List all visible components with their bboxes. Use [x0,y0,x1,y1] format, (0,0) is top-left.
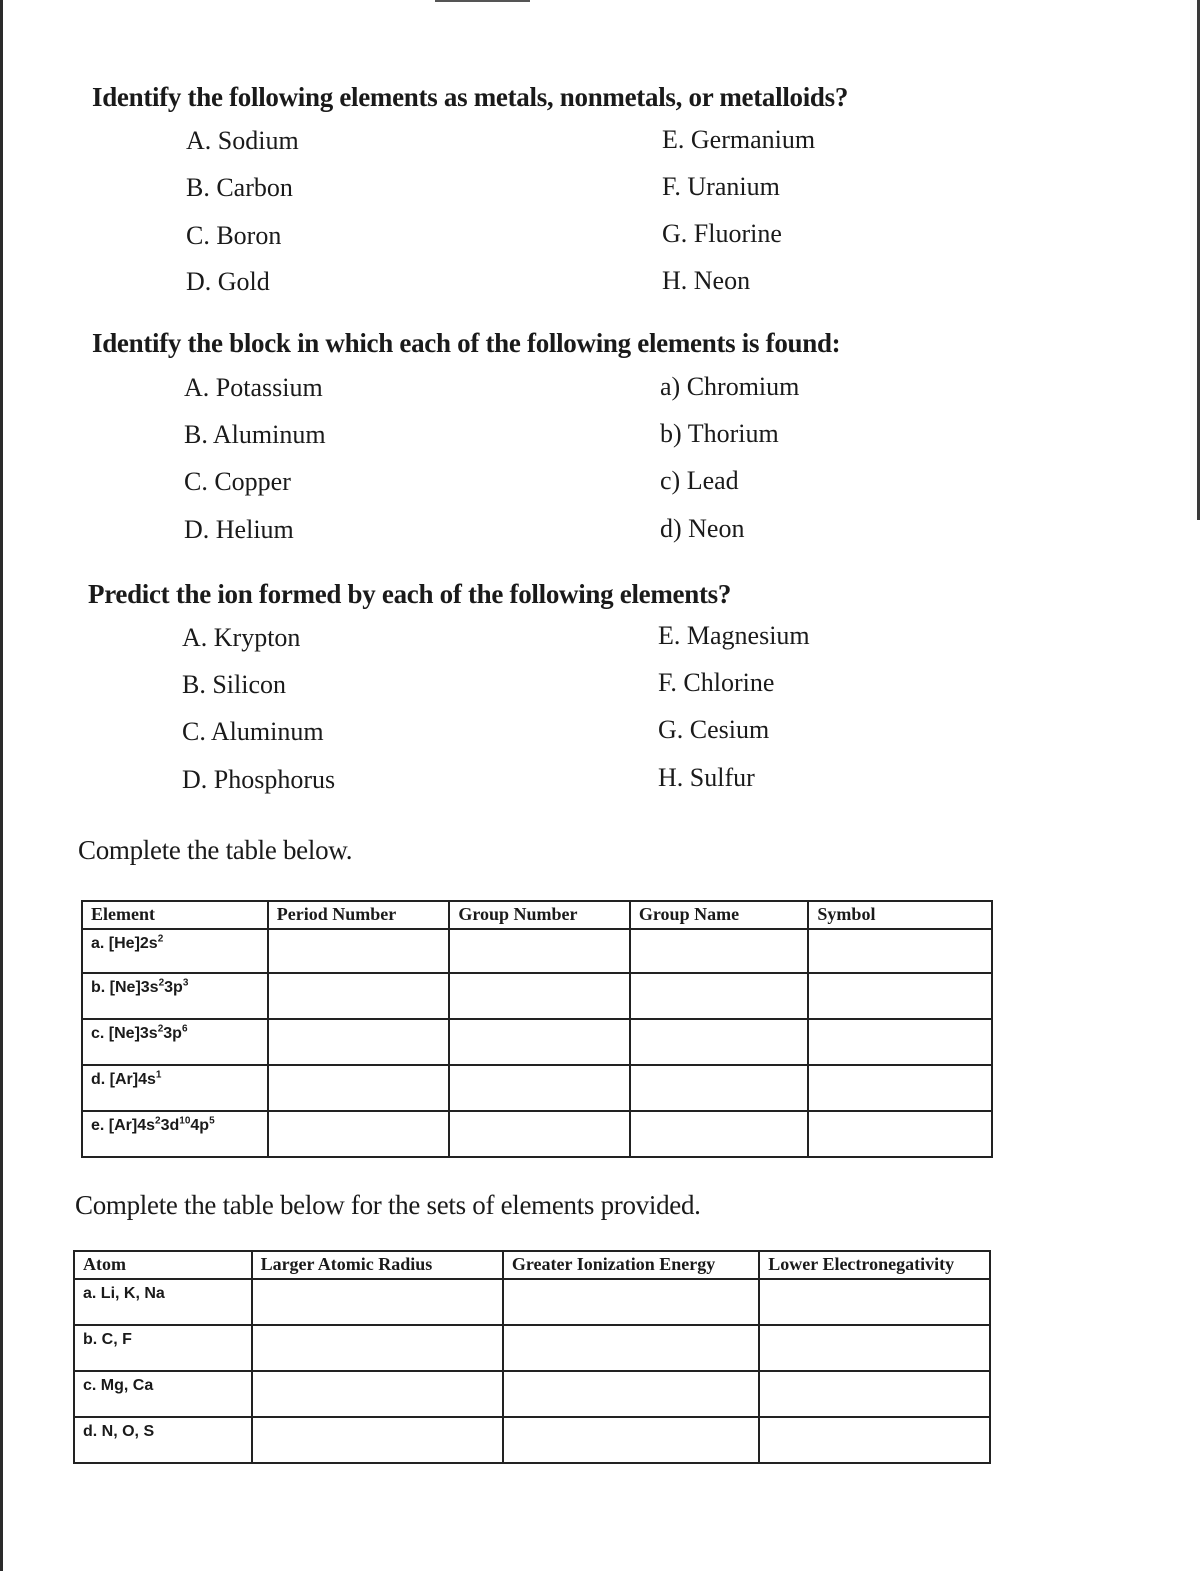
atom-set-cell [74,1325,252,1371]
section2-heading: Identify the block in which each of the following elements is found: [92,328,841,358]
electron-config [91,1117,215,1134]
ionization-energy-cell[interactable] [503,1371,759,1417]
group-name-cell[interactable] [630,929,809,973]
config-superscript: 2 [158,977,165,989]
s3-item-e: E. Magnesium [658,621,810,650]
s3-item-f: F. Chlorine [658,668,775,697]
s2-item-a2: a) Chromium [660,372,800,401]
atomic-radius-cell[interactable] [252,1371,503,1417]
atom-set-cell [74,1417,252,1463]
electron-config-cell [82,973,268,1019]
config-prefix: d. [Ar]4s [91,1071,156,1088]
table-row [82,929,992,973]
col-element: Element [82,901,268,929]
s2-item-c: C. Copper [184,467,291,496]
atom-set: a. Li, K, Na [83,1285,165,1302]
config-superscript: 5 [209,1115,215,1127]
electron-config-cell [82,929,268,973]
atomic-radius-cell[interactable] [252,1279,503,1325]
s3-item-b: B. Silicon [182,670,287,699]
period-cell[interactable] [268,1019,450,1065]
electron-config [91,1071,161,1088]
symbol-cell[interactable] [808,929,992,973]
col-group-number: Group Number [449,901,630,929]
electron-config [91,1025,188,1042]
table-row [82,1065,992,1111]
table-row [74,1325,990,1371]
symbol-cell[interactable] [808,1019,992,1065]
config-prefix: a. [He]2s [91,935,158,952]
element-table-header [82,901,992,929]
s3-item-a: A. Krypton [182,623,301,652]
group-number-cell[interactable] [449,1065,630,1111]
s2-item-a: A. Potassium [184,373,323,402]
period-cell[interactable] [268,1065,450,1111]
config-orbital: 3p [164,979,183,996]
atomic-radius-cell[interactable] [252,1325,503,1371]
period-cell[interactable] [268,929,450,973]
atom-table-header [74,1251,990,1279]
table2-instruction: Complete the table below for the sets of elements provided. [75,1190,701,1220]
electron-config-cell [82,1019,268,1065]
s1-item-b: B. Carbon [186,173,293,202]
group-number-cell[interactable] [449,1111,630,1157]
table-row [74,1371,990,1417]
s2-item-b2: b) Thorium [660,419,779,448]
group-number-cell[interactable] [449,929,630,973]
table-row [74,1417,990,1463]
config-prefix: c. [Ne]3s [91,1025,158,1042]
ionization-energy-cell[interactable] [503,1325,759,1371]
group-name-cell[interactable] [630,1111,809,1157]
electronegativity-cell[interactable] [759,1325,990,1371]
col-symbol: Symbol [808,901,992,929]
section3-heading: Predict the ion formed by each of the following elements? [88,579,732,609]
group-name-cell[interactable] [630,1065,809,1111]
s1-item-a: A. Sodium [186,126,299,155]
config-superscript: 2 [157,933,164,945]
ionization-energy-cell[interactable] [503,1417,759,1463]
config-orbital: 4p [190,1117,210,1134]
section1-heading: Identify the following elements as metals, nonmetals, or metalloids? [92,82,849,112]
atom-set: d. N, O, S [83,1423,155,1440]
atom-set-cell [74,1371,252,1417]
config-orbital: 3d [160,1117,180,1134]
atomic-radius-cell[interactable] [252,1417,503,1463]
period-cell[interactable] [268,973,450,1019]
config-superscript: 3 [182,977,189,989]
table-row [82,1111,992,1157]
col-ionization-energy: Greater Ionization Energy [503,1251,759,1279]
s1-item-h: H. Neon [662,266,751,295]
col-electronegativity: Lower Electronegativity [759,1251,990,1279]
col-atomic-radius: Larger Atomic Radius [252,1251,503,1279]
s2-item-c2: c) Lead [660,466,739,495]
config-superscript: 1 [155,1069,162,1081]
atom-table [73,1250,991,1464]
atom-set: b. C, F [83,1331,132,1348]
config-superscript: 2 [157,1023,164,1035]
electronegativity-cell[interactable] [759,1279,990,1325]
s3-item-c: C. Aluminum [182,717,324,746]
config-orbital: 3p [163,1025,182,1042]
group-number-cell[interactable] [449,973,630,1019]
s1-item-e: E. Germanium [662,125,816,154]
config-superscript: 10 [179,1115,191,1127]
s3-item-d: D. Phosphorus [182,765,336,794]
s1-item-g: G. Fluorine [662,219,782,248]
element-table [81,900,993,1158]
electron-config-cell [82,1111,268,1157]
config-prefix: e. [Ar]4s [91,1117,156,1134]
electron-config-cell [82,1065,268,1111]
electronegativity-cell[interactable] [759,1371,990,1417]
config-prefix: b. [Ne]3s [91,979,159,996]
s1-item-c: C. Boron [186,221,282,250]
s3-item-g: G. Cesium [658,715,770,744]
electron-config [91,979,188,996]
symbol-cell[interactable] [808,973,992,1019]
table-row [82,973,992,1019]
period-cell[interactable] [268,1111,450,1157]
scan-left-edge [0,0,3,1571]
s1-item-f: F. Uranium [662,172,780,201]
config-superscript: 6 [181,1023,188,1035]
table-row [82,1019,992,1065]
group-number-cell[interactable] [449,1019,630,1065]
col-period: Period Number [268,901,450,929]
symbol-cell[interactable] [808,1065,992,1111]
col-atom: Atom [74,1251,252,1279]
ionization-energy-cell[interactable] [503,1279,759,1325]
s2-item-d2: d) Neon [660,514,745,543]
electron-config [91,935,163,952]
s1-item-d: D. Gold [186,267,270,296]
s2-item-b: B. Aluminum [184,420,326,449]
config-superscript: 2 [155,1115,161,1127]
group-name-cell[interactable] [630,1019,809,1065]
group-name-cell[interactable] [630,973,809,1019]
table-row [74,1279,990,1325]
atom-set-cell [74,1279,252,1325]
s2-item-d: D. Helium [184,515,294,544]
atom-set: c. Mg, Ca [83,1377,154,1394]
electronegativity-cell[interactable] [759,1417,990,1463]
col-group-name: Group Name [630,901,809,929]
s3-item-h: H. Sulfur [658,763,755,792]
symbol-cell[interactable] [808,1111,992,1157]
scan-top-mark [435,0,530,2]
table1-instruction: Complete the table below. [78,835,353,865]
